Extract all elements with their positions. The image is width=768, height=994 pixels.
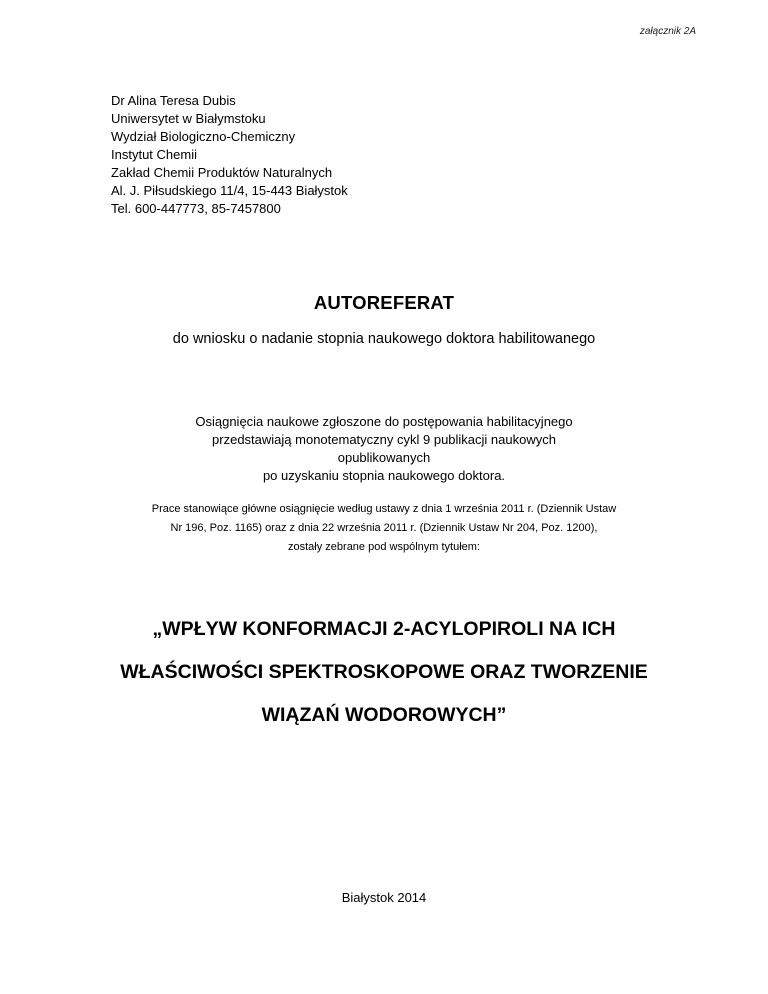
document-title: AUTOREFERAT [313,292,455,313]
thesis-title-line: WŁAŚCIWOŚCI SPEKTROSKOPOWE ORAZ TWORZENIE [120,661,648,683]
thesis-title [0,608,768,737]
thesis-title-line: WIĄZAŃ WODOROWYCH” [261,704,507,726]
author-phone: Tel. 600-447773, 85-7457800 [111,201,281,216]
achievements-line: opublikowanych [337,450,431,465]
achievements-line: Osiągnięcia naukowe zgłoszone do postępowania habilitacyjnego [195,414,573,429]
legal-basis-statement [0,500,768,557]
document-subtitle: do wniosku o nadanie stopnia naukowego doktora habilitowanego [172,331,596,347]
achievements-line: po uzyskaniu stopnia naukowego doktora. [262,468,506,483]
author-street-address: Al. J. Piłsudskiego 11/4, 15-443 Białystok [111,183,348,198]
achievements-line: przedstawiają monotematyczny cykl 9 publikacji naukowych [212,432,556,447]
author-university: Uniwersytet w Białymstoku [111,111,266,126]
legal-line: Prace stanowiące główne osiągnięcie według ustawy z dnia 1 września 2011 r. (Dziennik Ustaw [151,503,617,515]
thesis-title-line: „WPŁYW KONFORMACJI 2-ACYLOPIROLI NA ICH [152,618,616,640]
place-and-date: Białystok 2014 [341,890,427,905]
author-institute: Instytut Chemii [111,147,197,162]
author-name: Dr Alina Teresa Dubis [111,93,236,108]
achievements-statement [0,413,768,485]
author-department: Zakład Chemii Produktów Naturalnych [111,165,333,180]
annex-label: załącznik 2A [639,26,696,37]
author-faculty: Wydział Biologiczno-Chemiczny [111,129,296,144]
legal-line: Nr 196, Poz. 1165) oraz z dnia 22 września 2011 r. (Dziennik Ustaw Nr 204, Poz. 1200), [170,522,598,534]
legal-line: zostały zebrane pod wspólnym tytułem: [288,541,480,553]
author-address-block [111,92,348,218]
